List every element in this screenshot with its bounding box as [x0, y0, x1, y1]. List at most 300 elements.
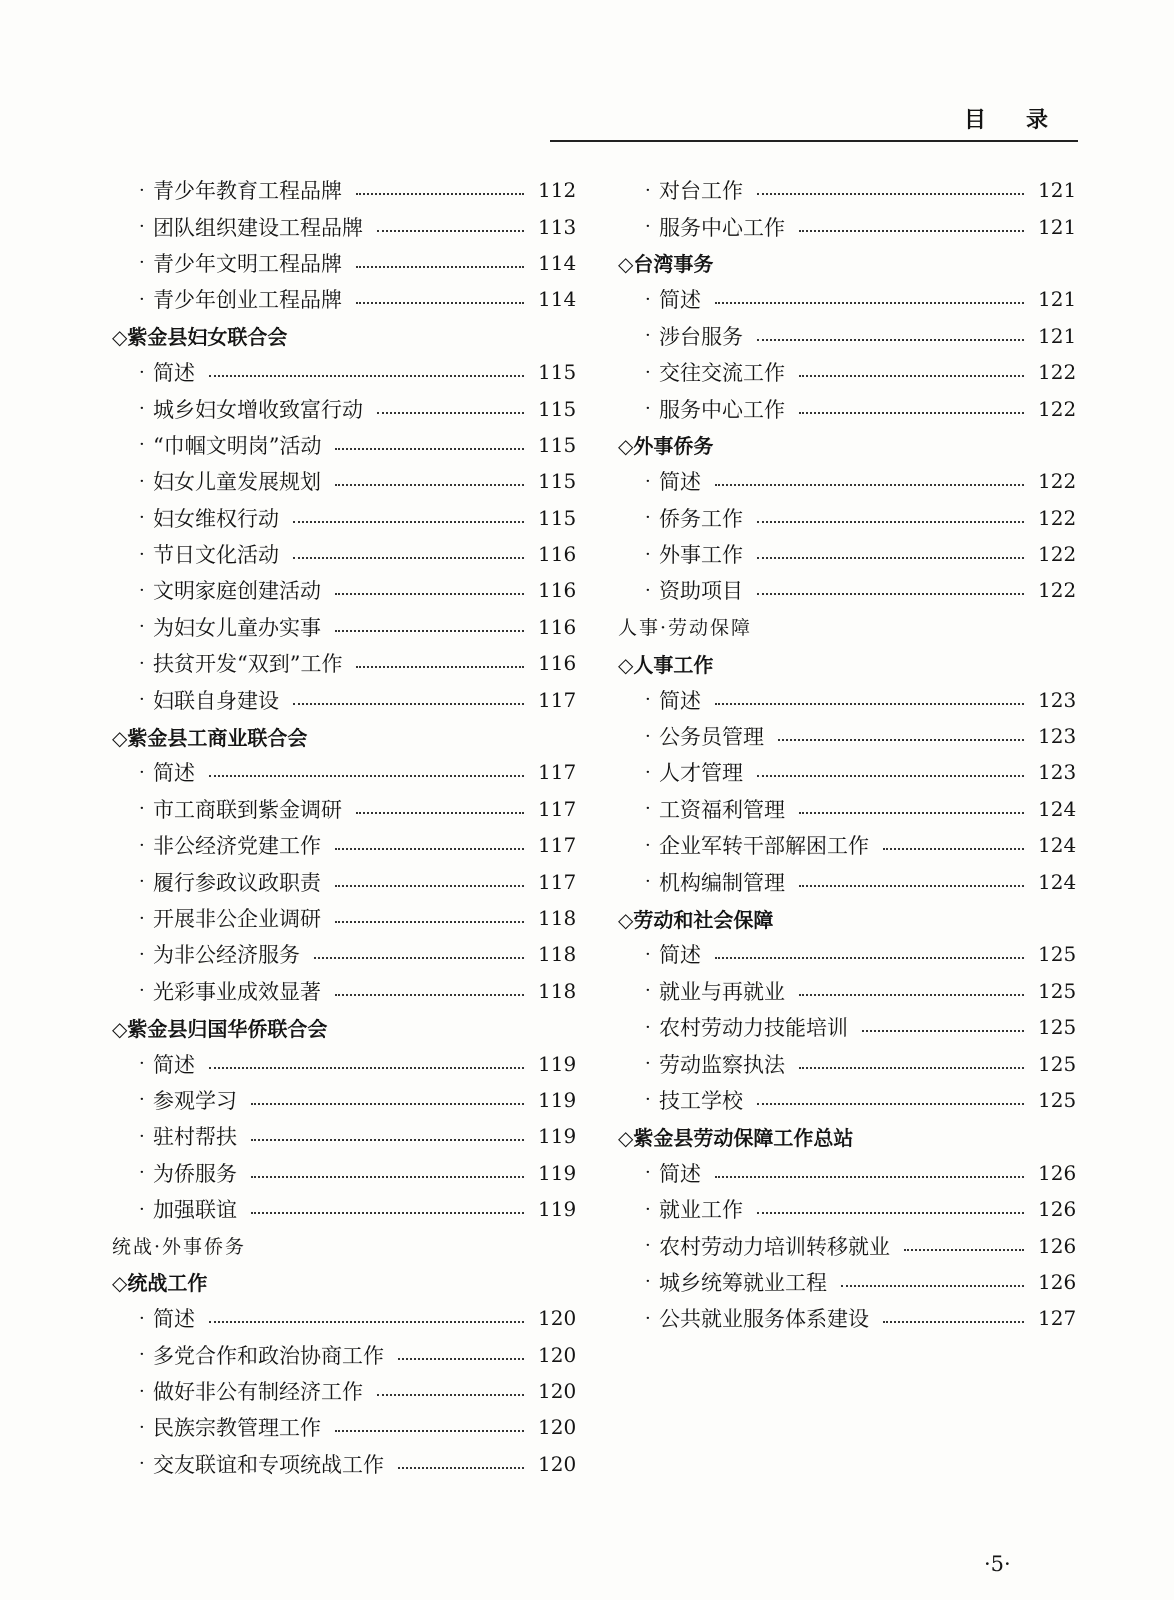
toc-entry	[618, 1009, 1077, 1045]
entry-page: 118	[538, 978, 577, 1003]
dot-leader	[715, 1176, 1024, 1178]
entry-bullet: ·	[645, 1271, 651, 1293]
entry-bullet: ·	[139, 1380, 145, 1402]
dot-leader	[377, 1394, 524, 1396]
entry-label: 技工学校	[659, 1088, 743, 1113]
entry-label: 参观学习	[153, 1088, 237, 1113]
entry-label: 公共就业服务体系建设	[659, 1307, 869, 1332]
entry-bullet: ·	[139, 579, 145, 601]
entry-page: 122	[1038, 578, 1077, 603]
entry-page: 121	[1038, 214, 1077, 239]
entry-label: 涉台服务	[659, 324, 743, 349]
entry-bullet: ·	[139, 543, 145, 565]
dot-leader	[883, 1321, 1024, 1323]
entry-label: 农村劳动力培训转移就业	[659, 1234, 890, 1259]
entry-page: 119	[538, 1087, 577, 1112]
entry-label: 农村劳动力技能培训	[659, 1016, 848, 1041]
entry-page: 117	[538, 869, 577, 894]
toc-entry	[618, 500, 1077, 536]
entry-label: “巾帼文明岗”活动	[153, 433, 322, 458]
entry-label: 驻村帮扶	[153, 1125, 237, 1150]
toc-entry	[112, 609, 577, 645]
toc-entry	[112, 1446, 577, 1482]
entry-label: 做好非公有制经济工作	[153, 1380, 363, 1405]
entry-label: 多党合作和政治协商工作	[153, 1343, 384, 1368]
dot-leader	[335, 1430, 524, 1432]
toc-entry	[618, 1082, 1077, 1118]
entry-bullet: ·	[139, 761, 145, 783]
entry-label: 劳动监察执法	[659, 1052, 785, 1077]
entry-page: 115	[538, 432, 577, 457]
entry-page: 122	[1038, 542, 1077, 567]
entry-label: 简述	[153, 1052, 195, 1077]
toc-section-heading: ◇紫金县妇女联合会	[112, 325, 288, 350]
entry-bullet: ·	[139, 179, 145, 201]
toc-entry	[618, 1227, 1077, 1263]
entry-bullet: ·	[139, 798, 145, 820]
entry-bullet: ·	[645, 361, 651, 383]
entry-label: 光彩事业成效显著	[153, 979, 321, 1004]
toc-entry	[112, 1155, 577, 1191]
entry-bullet: ·	[139, 943, 145, 965]
dot-leader	[251, 1103, 524, 1105]
dot-leader	[335, 630, 524, 632]
entry-page: 115	[538, 505, 577, 530]
entry-bullet: ·	[139, 616, 145, 638]
page-header-title: 目录	[964, 108, 1089, 133]
dot-leader	[757, 593, 1024, 595]
toc-entry	[112, 1191, 577, 1227]
toc-entry	[112, 281, 577, 317]
dot-leader	[799, 812, 1024, 814]
entry-bullet: ·	[139, 252, 145, 274]
entry-bullet: ·	[645, 179, 651, 201]
dot-leader	[356, 812, 524, 814]
dot-leader	[715, 302, 1024, 304]
entry-bullet: ·	[139, 1416, 145, 1438]
entry-bullet: ·	[139, 361, 145, 383]
entry-page: 118	[538, 906, 577, 930]
dot-leader	[862, 1030, 1024, 1032]
entry-label: 扶贫开发“双到”工作	[153, 652, 343, 677]
toc-entry	[618, 754, 1077, 790]
entry-page: 125	[1038, 1015, 1077, 1040]
entry-bullet: ·	[645, 288, 651, 310]
dot-leader	[799, 412, 1024, 414]
entry-page: 124	[1038, 833, 1077, 858]
entry-label: 民族宗教管理工作	[153, 1416, 321, 1441]
toc-entry	[618, 973, 1077, 1009]
toc-entry	[618, 681, 1077, 717]
dot-leader	[377, 230, 524, 232]
entry-label: 交往交流工作	[659, 361, 785, 386]
toc-entry	[112, 1118, 577, 1154]
toc-entry	[618, 936, 1077, 972]
entry-label: 为侨服务	[153, 1161, 237, 1186]
toc-entry	[112, 681, 577, 717]
toc-section-heading: ◇紫金县工商业联合会	[112, 725, 308, 750]
entry-bullet: ·	[645, 398, 651, 420]
entry-page: 120	[538, 1415, 577, 1440]
entry-page: 126	[1038, 1269, 1077, 1294]
dot-leader	[799, 994, 1024, 996]
entry-page: 113	[538, 214, 577, 239]
entry-bullet: ·	[139, 398, 145, 420]
entry-bullet: ·	[139, 216, 145, 238]
toc-entry	[112, 863, 577, 899]
entry-bullet: ·	[139, 907, 145, 929]
entry-bullet: ·	[645, 1235, 651, 1257]
entry-label: 妇联自身建设	[153, 688, 279, 713]
toc-entry	[112, 390, 577, 426]
entry-page: 125	[1038, 1087, 1077, 1112]
toc-entry	[112, 754, 577, 790]
entry-label: 妇女维权行动	[153, 506, 279, 531]
entry-label: 对台工作	[659, 179, 743, 204]
entry-label: 工资福利管理	[659, 797, 785, 822]
entry-bullet: ·	[645, 1307, 651, 1329]
entry-page: 117	[538, 760, 577, 785]
toc-entry	[112, 827, 577, 863]
toc-entry	[618, 354, 1077, 390]
dot-leader	[398, 1358, 524, 1360]
entry-label: 简述	[659, 688, 701, 713]
entry-page: 122	[1038, 396, 1077, 421]
entry-label: 市工商联到紫金调研	[153, 797, 342, 822]
entry-page: 119	[538, 1051, 577, 1076]
entry-label: 侨务工作	[659, 506, 743, 531]
entry-label: 简述	[659, 470, 701, 495]
entry-bullet: ·	[645, 507, 651, 529]
toc-entry	[618, 718, 1077, 754]
dot-leader	[335, 994, 524, 996]
entry-page: 114	[538, 287, 577, 312]
toc-entry	[618, 572, 1077, 608]
entry-page: 120	[538, 1451, 577, 1476]
entry-label: 简述	[153, 1307, 195, 1332]
toc-entry	[112, 973, 577, 1009]
entry-bullet: ·	[645, 543, 651, 565]
entry-label: 简述	[153, 761, 195, 786]
entry-label: 为妇女儿童办实事	[153, 615, 321, 640]
dot-leader	[335, 448, 524, 450]
dot-leader	[356, 193, 524, 195]
entry-label: 节日文化活动	[153, 543, 279, 568]
entry-label: 公务员管理	[659, 725, 764, 750]
entry-page: 120	[538, 1379, 577, 1404]
entry-page: 122	[1038, 469, 1077, 494]
entry-bullet: ·	[645, 689, 651, 711]
entry-label: 简述	[659, 1161, 701, 1186]
toc-entry	[112, 208, 577, 244]
toc-entry	[112, 536, 577, 572]
dot-leader	[335, 848, 524, 850]
entry-bullet: ·	[139, 1125, 145, 1147]
toc-entry	[618, 827, 1077, 863]
entry-page: 122	[1038, 360, 1077, 385]
dot-leader	[757, 339, 1024, 341]
toc-entry	[618, 791, 1077, 827]
toc-entry	[618, 1191, 1077, 1227]
entry-label: 服务中心工作	[659, 215, 785, 240]
toc-entry	[112, 500, 577, 536]
dot-leader	[757, 521, 1024, 523]
toc-entry	[112, 572, 577, 608]
toc-section-heading: ◇劳动和社会保障	[618, 907, 774, 932]
dot-leader	[209, 375, 524, 377]
dot-leader	[335, 921, 524, 923]
entry-label: 简述	[659, 288, 701, 313]
entry-bullet: ·	[139, 1307, 145, 1329]
dot-leader	[209, 1321, 524, 1323]
dot-leader	[251, 1176, 524, 1178]
entry-page: 116	[538, 651, 577, 676]
entry-page: 117	[538, 833, 577, 858]
dot-leader	[251, 1212, 524, 1214]
entry-page: 124	[1038, 796, 1077, 821]
entry-page: 126	[1038, 1160, 1077, 1185]
entry-label: 城乡统筹就业工程	[659, 1270, 827, 1295]
entry-page: 127	[1038, 1306, 1077, 1331]
entry-page: 125	[1038, 1051, 1077, 1076]
entry-bullet: ·	[139, 1053, 145, 1075]
dot-leader	[356, 666, 524, 668]
header-rule	[550, 140, 1078, 142]
entry-page: 122	[1038, 505, 1077, 530]
dot-leader	[757, 557, 1024, 559]
entry-bullet: ·	[139, 1162, 145, 1184]
toc-entry	[618, 172, 1077, 208]
entry-bullet: ·	[139, 507, 145, 529]
entry-bullet: ·	[645, 943, 651, 965]
entry-bullet: ·	[645, 761, 651, 783]
entry-label: 机构编制管理	[659, 870, 785, 895]
entry-label: 简述	[153, 361, 195, 386]
entry-page: 121	[1038, 178, 1077, 203]
entry-bullet: ·	[645, 470, 651, 492]
dot-leader	[335, 885, 524, 887]
toc-section-heading: ◇紫金县归国华侨联合会	[112, 1016, 328, 1041]
toc-entry	[618, 463, 1077, 499]
toc-entry	[618, 1300, 1077, 1336]
dot-leader	[293, 703, 524, 705]
dot-leader	[799, 375, 1024, 377]
entry-page: 114	[538, 250, 577, 275]
entry-bullet: ·	[139, 1344, 145, 1366]
toc-entry	[112, 1045, 577, 1081]
toc-entry	[112, 791, 577, 827]
entry-page: 117	[538, 687, 577, 712]
toc-entry	[112, 1373, 577, 1409]
entry-page: 115	[538, 396, 577, 421]
entry-page: 116	[538, 614, 577, 639]
toc-left-column	[112, 172, 577, 1482]
dot-leader	[757, 1103, 1024, 1105]
entry-page: 120	[538, 1306, 577, 1331]
dot-leader	[799, 1067, 1024, 1069]
entry-page: 119	[538, 1160, 577, 1185]
entry-bullet: ·	[139, 834, 145, 856]
entry-bullet: ·	[139, 1089, 145, 1111]
dot-leader	[314, 957, 524, 959]
dot-leader	[757, 1212, 1024, 1214]
entry-bullet: ·	[645, 1198, 651, 1220]
toc-part-heading: 人事·劳动保障	[618, 617, 753, 640]
entry-bullet: ·	[139, 288, 145, 310]
dot-leader	[841, 1285, 1024, 1287]
entry-bullet: ·	[139, 470, 145, 492]
entry-page: 125	[1038, 978, 1077, 1003]
entry-label: 资助项目	[659, 579, 743, 604]
entry-bullet: ·	[645, 871, 651, 893]
toc-entry	[112, 354, 577, 390]
entry-page: 112	[538, 178, 577, 203]
toc-section-heading: ◇紫金县劳动保障工作总站	[618, 1125, 854, 1150]
entry-page: 121	[1038, 323, 1077, 348]
entry-page: 120	[538, 1342, 577, 1367]
dot-leader	[799, 885, 1024, 887]
toc-entry	[112, 900, 577, 936]
entry-label: 服务中心工作	[659, 397, 785, 422]
dot-leader	[377, 412, 524, 414]
entry-label: 外事工作	[659, 543, 743, 568]
entry-label: 团队组织建设工程品牌	[153, 215, 363, 240]
toc-entry	[618, 318, 1077, 354]
entry-page: 119	[538, 1197, 577, 1222]
entry-label: 文明家庭创建活动	[153, 579, 321, 604]
entry-label: 非公经济党建工作	[153, 834, 321, 859]
dot-leader	[293, 557, 524, 559]
toc-section-heading: ◇外事侨务	[618, 434, 714, 459]
entry-bullet: ·	[645, 579, 651, 601]
dot-leader	[335, 593, 524, 595]
entry-bullet: ·	[645, 1162, 651, 1184]
entry-label: 妇女儿童发展规划	[153, 470, 321, 495]
entry-label: 为非公经济服务	[153, 943, 300, 968]
dot-leader	[251, 1139, 524, 1141]
entry-label: 人才管理	[659, 761, 743, 786]
entry-page: 126	[1038, 1197, 1077, 1222]
toc-entry	[112, 1337, 577, 1373]
dot-leader	[715, 703, 1024, 705]
entry-label: 简述	[659, 943, 701, 968]
entry-page: 123	[1038, 724, 1077, 749]
toc-entry	[112, 645, 577, 681]
dot-leader	[715, 957, 1024, 959]
toc-entry	[618, 208, 1077, 244]
entry-label: 履行参政议政职责	[153, 870, 321, 895]
entry-bullet: ·	[645, 834, 651, 856]
toc-entry	[618, 1155, 1077, 1191]
toc-section-heading: ◇人事工作	[618, 652, 714, 677]
entry-bullet: ·	[139, 871, 145, 893]
entry-bullet: ·	[139, 434, 145, 456]
dot-leader	[757, 193, 1024, 195]
entry-label: 开展非公企业调研	[153, 907, 321, 931]
page-number: ·5·	[984, 1552, 1011, 1576]
entry-page: 123	[1038, 760, 1077, 785]
toc-entry	[112, 245, 577, 281]
entry-label: 加强联谊	[153, 1198, 237, 1223]
toc-entry	[112, 463, 577, 499]
dot-leader	[883, 848, 1024, 850]
toc-entry	[112, 1409, 577, 1445]
entry-page: 124	[1038, 869, 1077, 894]
entry-bullet: ·	[645, 980, 651, 1002]
dot-leader	[209, 1067, 524, 1069]
entry-label: 城乡妇女增收致富行动	[153, 397, 363, 422]
toc-entry	[112, 1082, 577, 1118]
entry-bullet: ·	[645, 725, 651, 747]
dot-leader	[757, 775, 1024, 777]
dot-leader	[799, 230, 1024, 232]
dot-leader	[904, 1249, 1024, 1251]
entry-label: 青少年教育工程品牌	[153, 179, 342, 204]
toc-part-heading: 统战·外事侨务	[112, 1236, 247, 1259]
toc-entry	[112, 172, 577, 208]
entry-label: 企业军转干部解困工作	[659, 834, 869, 859]
dot-leader	[715, 484, 1024, 486]
entry-label: 青少年文明工程品牌	[153, 251, 342, 276]
toc-entry	[112, 1300, 577, 1336]
entry-page: 115	[538, 469, 577, 494]
entry-page: 125	[1038, 942, 1077, 967]
entry-bullet: ·	[139, 652, 145, 674]
entry-page: 121	[1038, 287, 1077, 312]
entry-bullet: ·	[645, 798, 651, 820]
dot-leader	[293, 521, 524, 523]
entry-page: 126	[1038, 1233, 1077, 1258]
dot-leader	[356, 266, 524, 268]
toc-section-heading: ◇统战工作	[112, 1271, 208, 1296]
entry-label: 交友联谊和专项统战工作	[153, 1452, 384, 1477]
toc-right-column	[618, 172, 1077, 1337]
entry-page: 115	[538, 360, 577, 385]
dot-leader	[778, 739, 1024, 741]
toc-section-heading: ◇台湾事务	[618, 252, 714, 277]
entry-bullet: ·	[139, 1453, 145, 1475]
entry-bullet: ·	[139, 1198, 145, 1220]
dot-leader	[209, 775, 524, 777]
entry-page: 119	[538, 1124, 577, 1149]
entry-bullet: ·	[645, 1053, 651, 1075]
dot-leader	[356, 302, 524, 304]
entry-bullet: ·	[645, 216, 651, 238]
toc-entry	[618, 1264, 1077, 1300]
dot-leader	[398, 1467, 524, 1469]
entry-page: 116	[538, 578, 577, 603]
entry-page: 116	[538, 542, 577, 567]
entry-bullet: ·	[139, 980, 145, 1002]
toc-entry	[618, 281, 1077, 317]
entry-bullet: ·	[139, 689, 145, 711]
toc-entry	[618, 863, 1077, 899]
entry-page: 117	[538, 796, 577, 821]
entry-bullet: ·	[645, 1089, 651, 1111]
entry-label: 青少年创业工程品牌	[153, 288, 342, 313]
toc-entry	[112, 427, 577, 463]
entry-page: 118	[538, 942, 577, 967]
toc-entry	[618, 1045, 1077, 1081]
entry-page: 123	[1038, 687, 1077, 712]
toc-entry	[112, 936, 577, 972]
dot-leader	[335, 484, 524, 486]
toc-entry	[618, 536, 1077, 572]
entry-bullet: ·	[645, 325, 651, 347]
entry-label: 就业与再就业	[659, 979, 785, 1004]
toc-entry	[618, 390, 1077, 426]
entry-bullet: ·	[645, 1016, 651, 1038]
